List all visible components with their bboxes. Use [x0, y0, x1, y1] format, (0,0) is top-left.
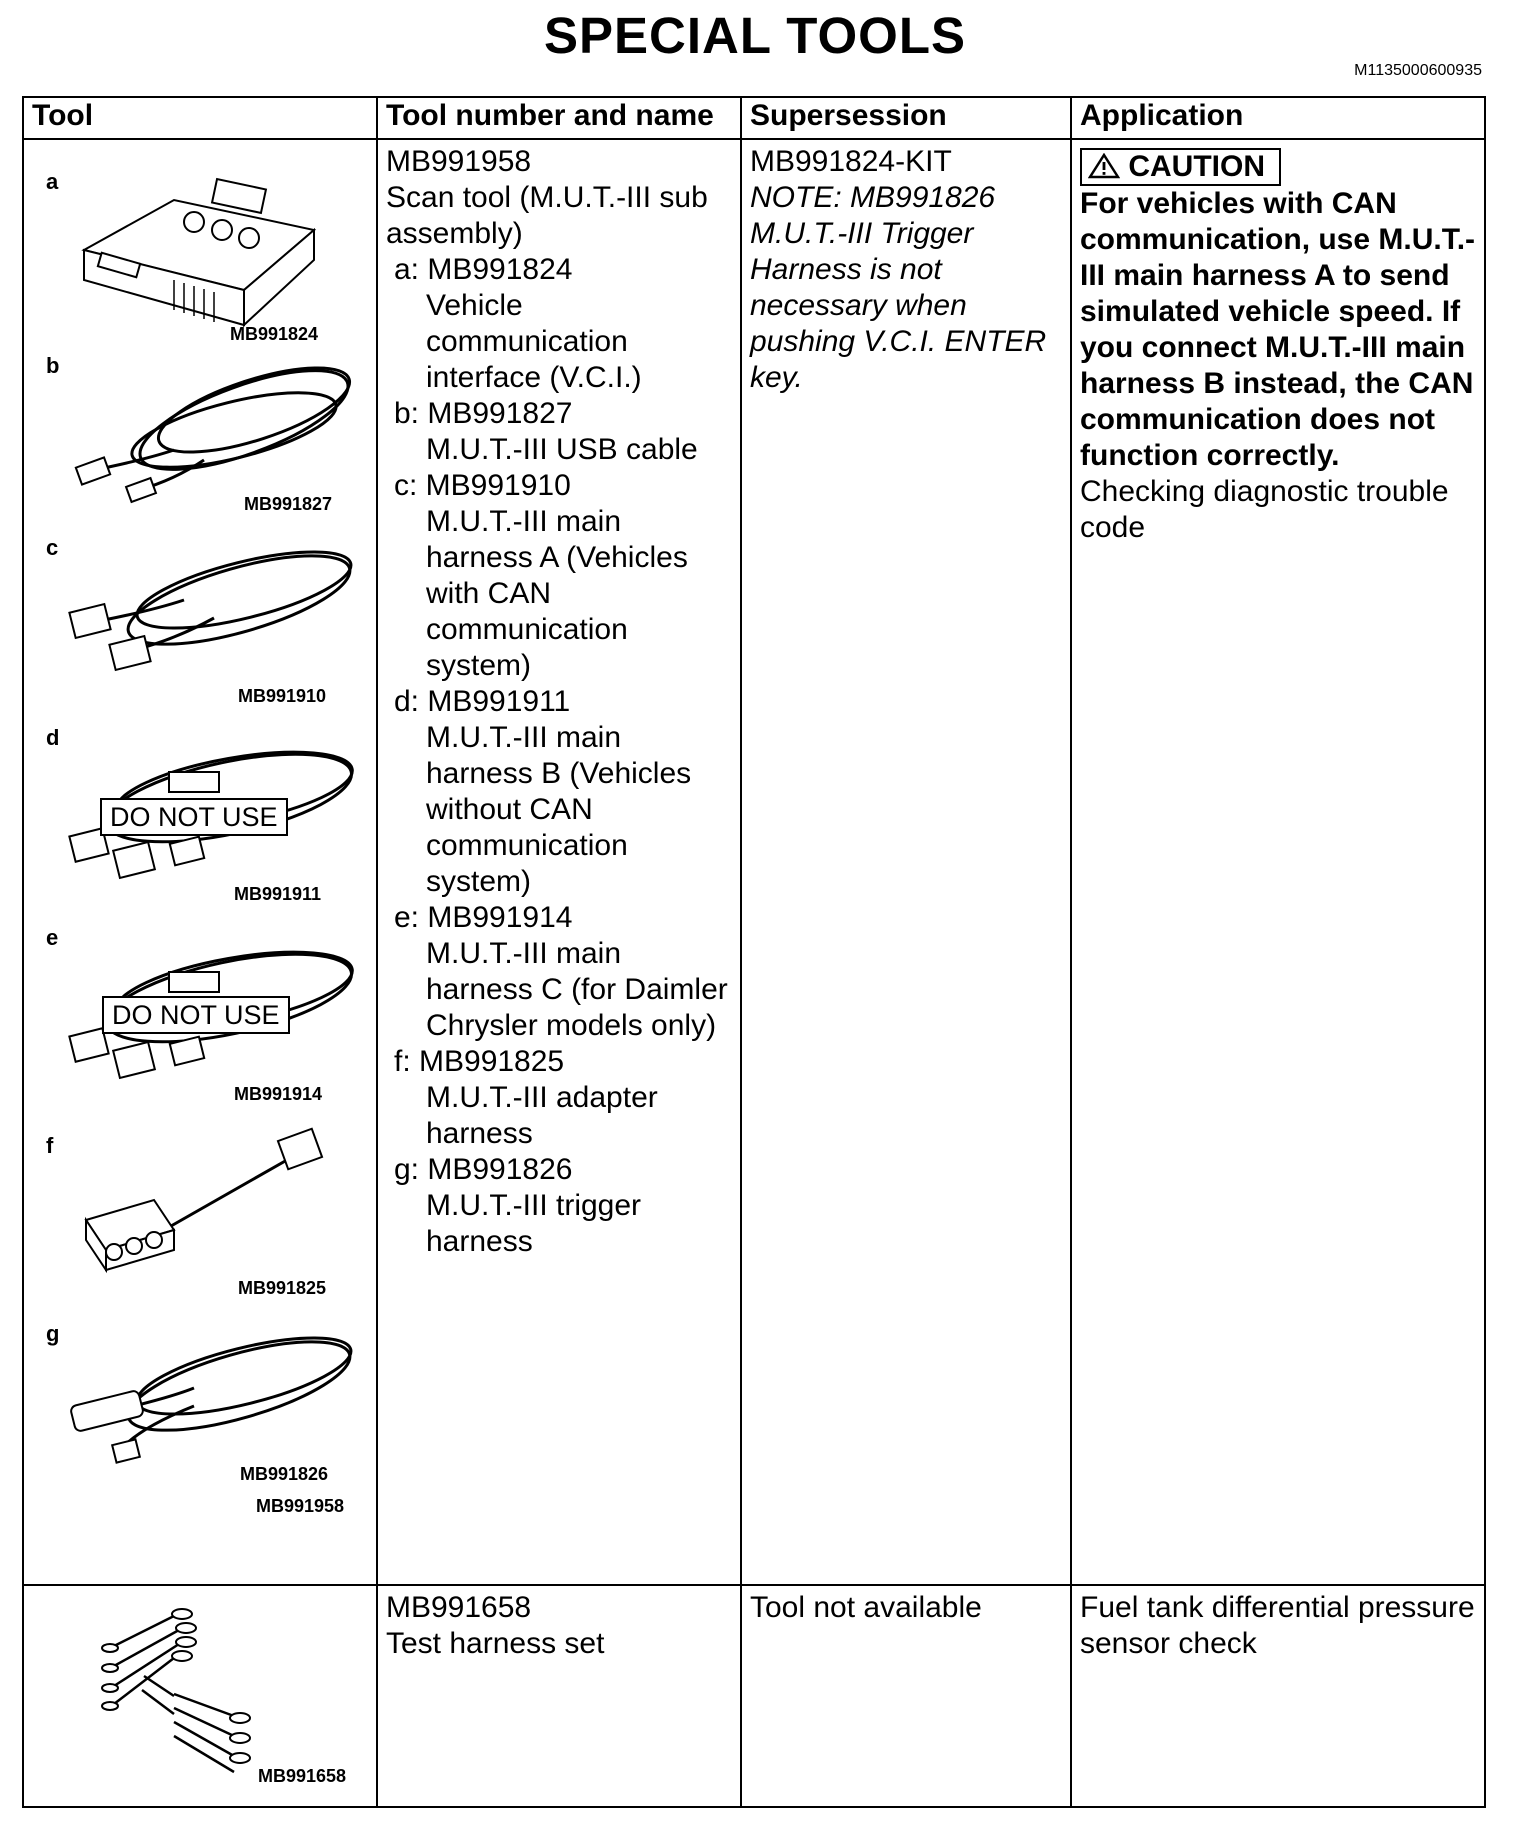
supersession-value: Tool not available: [750, 1591, 982, 1624]
component-list: [386, 252, 732, 1260]
list-item: b: MB991827 M.U.T.-III USB cable: [394, 397, 698, 466]
tool-code: MB991911: [234, 884, 322, 904]
list-item: c: MB991910 M.U.T.-III main harness A (Vehicles with CAN communication system): [394, 469, 688, 682]
caution-text: For vehicles with CAN communication, use M.U.T.-III main harness A to send simulated vehicle speed. If you connect M.U.T.-III main harness B instead, the CAN communication does not function correctly.: [1080, 187, 1476, 472]
tool-letter: g: [46, 1321, 60, 1346]
list-item: e: MB991914 M.U.T.-III main harness C (for Daimler Chrysler models only): [394, 901, 728, 1042]
caution-box: [1080, 148, 1281, 186]
tool-number-name-cell: [377, 1585, 741, 1807]
header-application: Application: [1071, 97, 1485, 139]
vci-illustration: [24, 140, 378, 340]
list-item: g: MB991826 M.U.T.-III trigger harness: [394, 1153, 642, 1258]
header-tool: Tool: [23, 97, 377, 139]
list-item: a: MB991824 Vehicle communication interface (V.C.I.): [394, 253, 642, 394]
test-harness-set-illustration: [24, 1586, 378, 1786]
document-id: M1135000600935: [1354, 62, 1482, 79]
tool-letter: e: [46, 925, 59, 950]
table-row: [23, 1585, 1485, 1807]
application-text: Fuel tank differential pressure sensor check: [1080, 1591, 1475, 1660]
tool-letter: d: [46, 725, 60, 750]
tool-code: MB991824: [230, 324, 319, 344]
tool-name: Test harness set: [386, 1627, 605, 1660]
tool-number: MB991658: [386, 1591, 532, 1624]
tool-figures-cell: [23, 139, 377, 1585]
tool-code: MB991658: [258, 1766, 347, 1786]
application-cell: [1071, 139, 1485, 1585]
application-cell: [1071, 1585, 1485, 1807]
tool-code: MB991825: [238, 1278, 327, 1298]
do-not-use-label: DO NOT USE: [100, 798, 288, 836]
tool-figure-g: [24, 1316, 378, 1576]
tool-number-name-cell: [377, 139, 741, 1585]
tool-code: MB991826: [240, 1464, 329, 1484]
header-supersession: Supersession: [741, 97, 1071, 139]
tool-figure-b: [24, 340, 378, 530]
supersession-cell: [741, 139, 1071, 1585]
tool-figures-cell: [23, 1585, 377, 1807]
table-header-row: [23, 97, 1485, 139]
tool-set-code: MB991958: [256, 1496, 345, 1516]
tool-code: MB991910: [238, 686, 327, 706]
tool-code: MB991914: [234, 1084, 323, 1104]
tool-figure-c: [24, 530, 378, 720]
tool-number: MB991958: [386, 145, 532, 178]
caution-label: CAUTION: [1128, 150, 1265, 183]
tool-letter: b: [46, 353, 60, 378]
tool-letter: c: [46, 535, 59, 560]
page-title: SPECIAL TOOLS: [543, 7, 967, 64]
tool-letter: a: [46, 169, 59, 194]
tool-letter: f: [46, 1133, 54, 1158]
do-not-use-label: DO NOT USE: [102, 996, 290, 1034]
list-item: f: MB991825 M.U.T.-III adapter harness: [394, 1045, 658, 1150]
application-text: Checking diagnostic trouble code: [1080, 475, 1449, 544]
tool-code: MB991827: [244, 494, 333, 514]
warning-triangle-icon: [1088, 153, 1120, 179]
header-tool-number-name: Tool number and name: [377, 97, 741, 139]
tool-figure-d: [24, 720, 378, 920]
list-item: d: MB991911 M.U.T.-III main harness B (Vehicles without CAN communication system): [394, 685, 692, 898]
table-row: [23, 139, 1485, 1585]
tool-figure-e: [24, 920, 378, 1120]
special-tools-table: [22, 96, 1486, 1808]
tool-figure-a: [24, 140, 378, 344]
supersession-value: MB991824-KIT: [750, 145, 952, 178]
supersession-note: NOTE: MB991826 M.U.T.-III Trigger Harness is not necessary when pushing V.C.I. ENTER key.: [750, 181, 1047, 394]
tool-figure-f: [24, 1120, 378, 1316]
supersession-cell: [741, 1585, 1071, 1807]
tool-name: Scan tool (M.U.T.-III sub assembly): [386, 181, 708, 250]
